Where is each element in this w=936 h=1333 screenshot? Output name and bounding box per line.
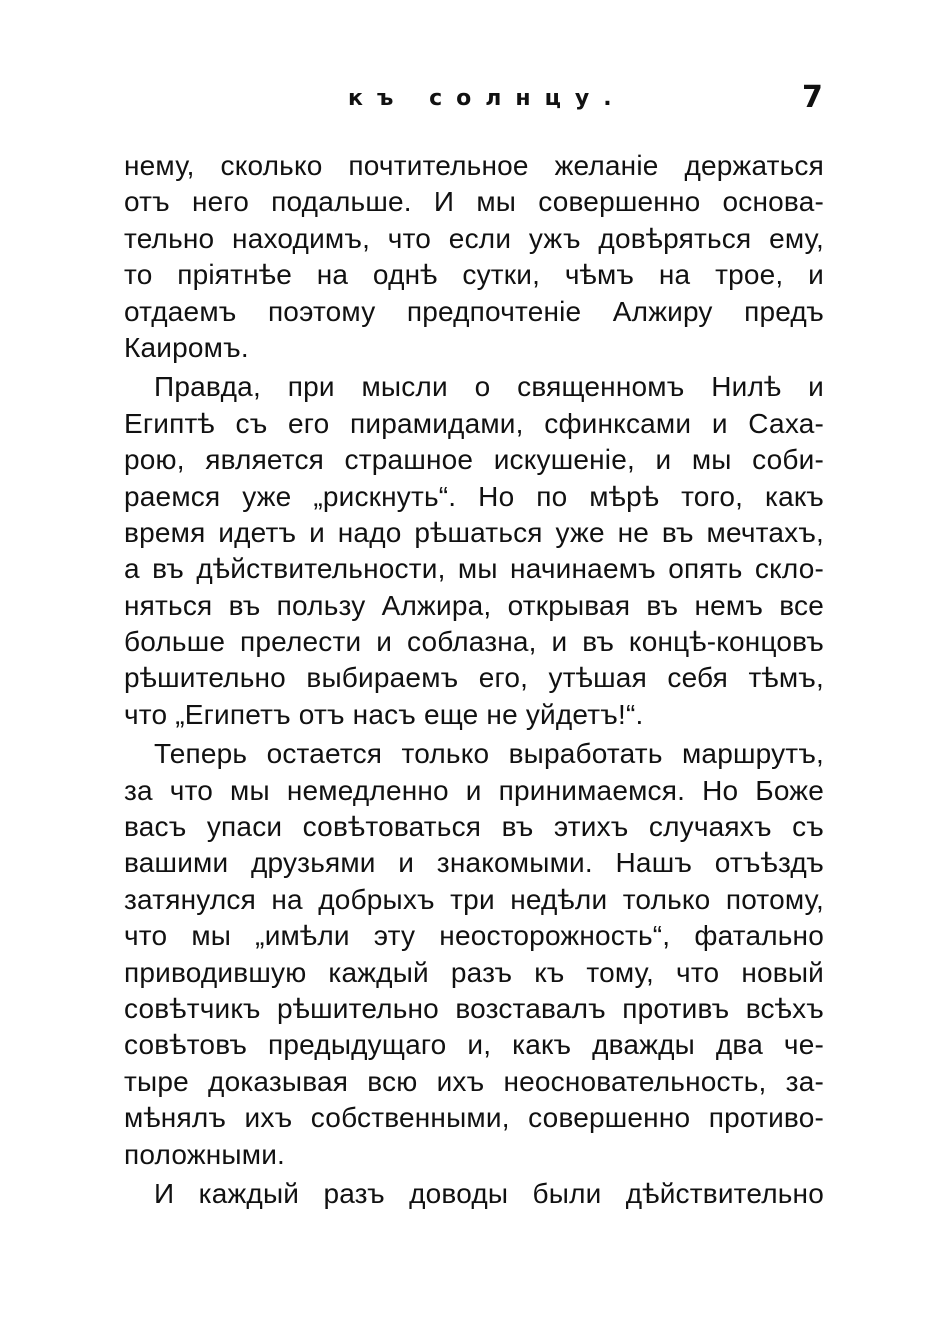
text-line: Каиромъ. (124, 331, 249, 363)
text-line: тыре доказывая всю ихъ неосновательность, за- (124, 1065, 824, 1097)
page-number: 7 (802, 80, 823, 115)
text-line: вашими друзьями и знакомыми. Нашъ отъѣздъ (124, 847, 824, 879)
text-line: И каждый разъ доводы были дѣйствительно (154, 1177, 824, 1209)
paragraph (124, 148, 824, 366)
text-line: няться въ пользу Алжира, открывая въ немъ все (124, 589, 824, 621)
text-line: время идетъ и надо рѣшаться уже не въ мечтахъ, (124, 516, 824, 548)
paragraph (124, 736, 824, 1173)
text-line: рою, является страшное искушеніе, и мы соби- (124, 444, 824, 476)
text-line: что мы „имѣли эту неосторожность“, фатально (124, 920, 824, 952)
text-line: раемся уже „рискнуть“. Но по мѣрѣ того, какъ (124, 480, 824, 512)
body-text (124, 148, 824, 1212)
text-line: то пріятнѣе на однѣ сутки, чѣмъ на трое, и (124, 259, 824, 291)
text-line: нему, сколько почтительное желаніе держаться (124, 150, 824, 181)
text-line: тельно находимъ, что если ужъ довѣряться ему, (124, 222, 824, 254)
text-line: рѣшительно выбираемъ его, утѣшая себя тѣмъ, (124, 662, 824, 694)
text-line: Правда, при мысли о священномъ Нилѣ и (154, 371, 824, 403)
text-line: совѣтовъ предыдущаго и, какъ дважды два че- (124, 1029, 824, 1061)
text-line: совѣтчикъ рѣшительно возставалъ противъ всѣхъ (124, 992, 824, 1024)
text-line: больше прелести и соблазна, и въ концѣ-концовъ (124, 626, 824, 658)
text-line: Египтѣ съ его пирамидами, сфинксами и Саха- (124, 407, 824, 439)
running-head (0, 80, 936, 120)
text-line: отдаемъ поэтому предпочтеніе Алжиру предъ (124, 295, 824, 327)
text-line: положными. (124, 1138, 286, 1170)
text-line: что „Египетъ отъ насъ еще не уйдетъ!“. (124, 698, 644, 730)
text-line: а въ дѣйствительности, мы начинаемъ опять скло- (124, 553, 824, 585)
text-line: отъ него подальше. И мы совершенно основа- (124, 186, 824, 218)
text-line: васъ упаси совѣтоваться въ этихъ случаяхъ съ (124, 811, 824, 843)
text-line: мѣнялъ ихъ собственными, совершенно противо- (124, 1102, 824, 1134)
text-line: затянулся на добрыхъ три недѣли только потому, (124, 883, 824, 915)
paragraph (124, 1176, 824, 1212)
paragraph (124, 369, 824, 733)
text-line: за что мы немедленно и принимаемся. Но Боже (124, 774, 824, 806)
text-line: приводившую каждый разъ къ тому, что новый (124, 956, 824, 988)
text-line: Теперь остается только выработать маршрутъ, (154, 738, 824, 770)
running-title: къ солнцу. (348, 86, 626, 111)
